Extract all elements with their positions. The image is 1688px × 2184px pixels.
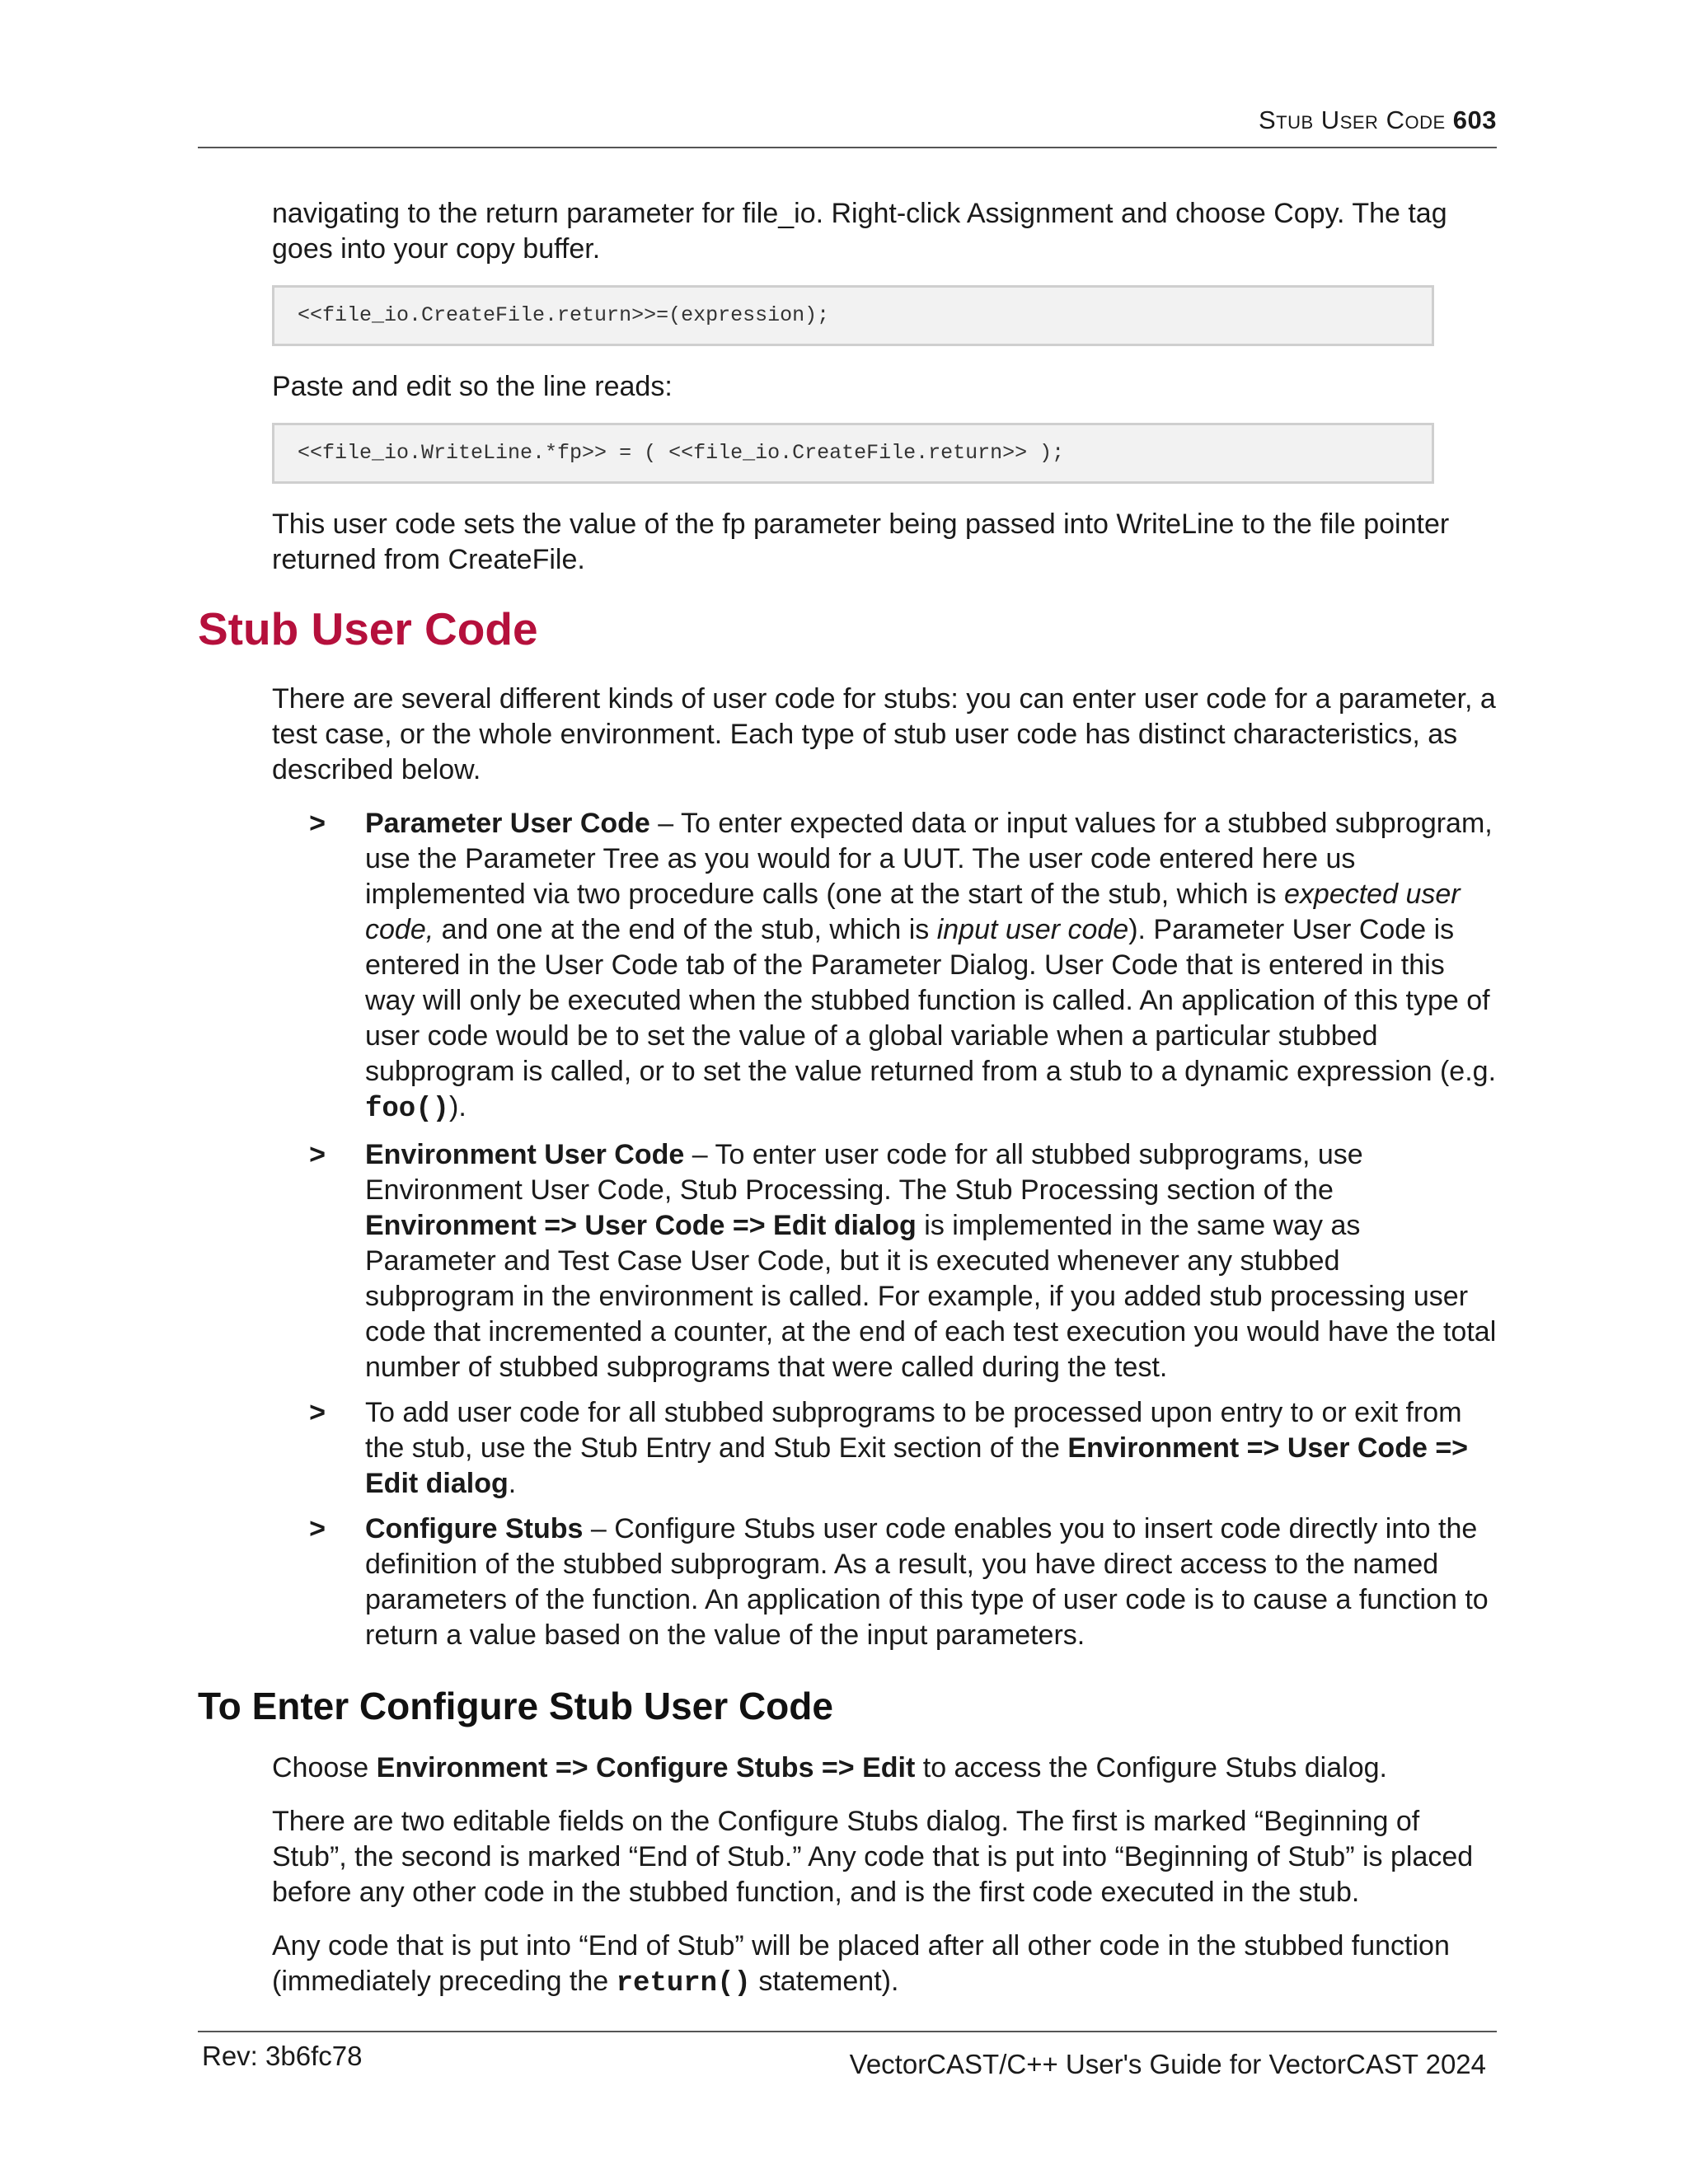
list-item-configure-stubs: > Configure Stubs – Configure Stubs user code enables you to insert code directly into the definition of the stubbed subprogram. As a result, you have direct access to the named parameters of the function. An application of this type of user code is to cause a function to return a value based on the value of the input parameters.	[301, 1511, 1497, 1653]
section-heading-stub-user-code: Stub User Code	[198, 603, 538, 654]
bullet-marker: >	[309, 808, 326, 839]
choose-menu-paragraph: Choose Environment => Configure Stubs => Edit to access the Configure Stubs dialog.	[272, 1752, 1387, 1783]
page-content	[198, 196, 1497, 2020]
stub-user-code-types-list	[272, 806, 1497, 1653]
bullet-marker: >	[309, 1397, 326, 1428]
running-header	[198, 105, 1497, 135]
code-block-paste: <<file_io.WriteLine.*fp>> = ( <<file_io.CreateFile.return>> );	[272, 423, 1434, 484]
bullet-marker: >	[309, 1513, 326, 1544]
subsection-heading-configure-stub: To Enter Configure Stub User Code	[198, 1685, 833, 1727]
code-block-copy: <<file_io.CreateFile.return>>=(expression);	[272, 285, 1434, 346]
end-of-stub-paragraph: Any code that is put into “End of Stub” will be placed after all other code in the stubbed function (immediately preceding the return() statement).	[272, 1930, 1450, 1999]
paste-instruction: Paste and edit so the line reads:	[272, 371, 673, 402]
section-intro-paragraph: There are several different kinds of user code for stubs: you can enter user code for a parameter, a test case, or the whole environment. Each type of stub user code has distinct characteristics, as described below.	[272, 683, 1496, 785]
explanation-paragraph: This user code sets the value of the fp parameter being passed into WriteLine to the file pointer returned from CreateFile.	[272, 509, 1450, 575]
bullet-marker: >	[309, 1139, 326, 1170]
list-item-environment-user-code: > Environment User Code – To enter user code for all stubbed subprograms, use Environment User Code, Stub Processing. The Stub Processing section of the Environment => User Code => Edit dialog is implemented in the same way as Parameter and Test Case User Code, but it is executed whenever any stubbed subprogram in the environment is called. For example, if you added stub processing user code that incremented a counter, at the end of each test execution you would have the total number of stubbed subprograms that were called during the test.	[301, 1137, 1497, 1385]
inline-code-foo: foo()	[365, 1094, 450, 1125]
editable-fields-paragraph: There are two editable fields on the Configure Stubs dialog. The first is marked “Beginning of Stub”, the second is marked “End of Stub.” Any code that is put into “Beginning of Stub” is placed before any other code in the stubbed function, and is the first code executed in the stub.	[272, 1806, 1474, 1908]
list-item-stub-entry-exit: > To add user code for all stubbed subprograms to be processed upon entry to or exit from the stub, use the Stub Entry and Stub Exit section of the Environment => User Code => Edit dialog.	[301, 1395, 1497, 1502]
page-number: 603	[1452, 105, 1497, 134]
intro-paragraph: navigating to the return parameter for file_io. Right-click Assignment and choose Copy. The tag goes into your copy buffer.	[272, 198, 1447, 265]
header-title: Stub User Code	[1258, 105, 1446, 134]
footer-revision: Rev: 3b6fc78	[202, 2041, 363, 2071]
footer-divider	[198, 2031, 1497, 2032]
header-divider	[198, 147, 1497, 148]
list-item-parameter-user-code: > Parameter User Code – To enter expected data or input values for a stubbed subprogram, use the Parameter Tree as you would for a UUT. The user code entered here us implemented via two procedure calls (one at the start of the stub, which is expected user code, and one at the end of the stub, which is input user code). Parameter User Code is entered in the User Code tab of the Parameter Dialog. User Code that is entered in this way will only be executed when the stubbed function is called. An application of this type of user code would be to set the value of a global variable when a particular stubbed subprogram is called, or to set the value returned from a stub to a dynamic expression (e.g. foo()).	[301, 806, 1497, 1127]
inline-code-return: return()	[616, 1968, 751, 1999]
footer-guide-title: VectorCAST/C++ User's Guide for VectorCAST 2024	[849, 2049, 1486, 2079]
